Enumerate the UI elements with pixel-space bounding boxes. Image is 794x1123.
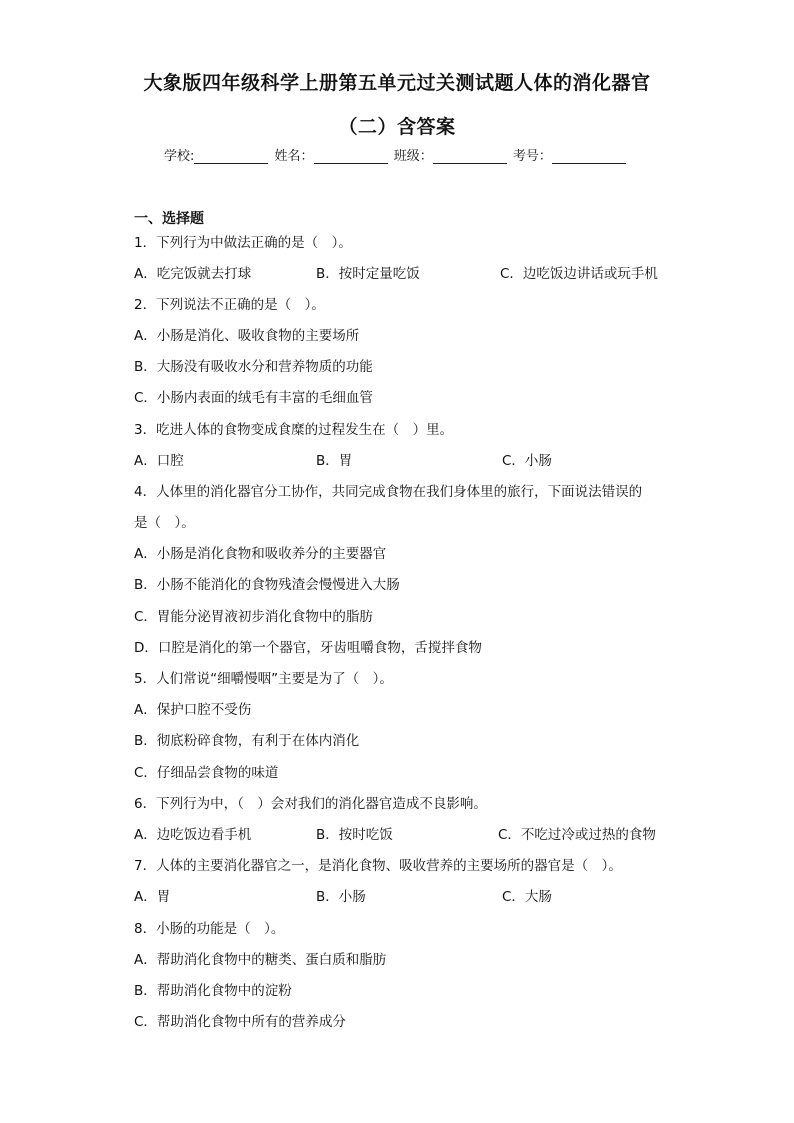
option-b: B．帮助消化食物中的淀粉 (134, 983, 292, 999)
option-c: C．仔细品尝食物的味道 (134, 765, 279, 781)
option-a: A．胃 (134, 889, 171, 905)
question-stem: 1．下列行为中做法正确的是（ ）。 (134, 235, 352, 251)
option-c: C．边吃饭边讲话或玩手机 (500, 266, 658, 282)
option-row (134, 265, 674, 283)
option-b: B．大肠没有吸收水分和营养物质的功能 (134, 359, 373, 375)
option-c: C．小肠 (502, 453, 552, 469)
class-blank (433, 149, 507, 164)
exam-number-label: 考号： (512, 149, 552, 164)
option-b: B．小肠 (316, 889, 366, 905)
page-title-line1: 大象版四年级科学上册第五单元过关测试题人体的消化器官 (143, 72, 651, 94)
name-blank (314, 149, 388, 164)
question-stem: 2．下列说法不正确的是（ ）。 (134, 297, 325, 313)
option-c: C．帮助消化食物中所有的营养成分 (134, 1014, 346, 1030)
option-d: D．口腔是消化的第一个器官，牙齿咀嚼食物，舌搅拌食物 (134, 640, 482, 656)
option-row (134, 888, 674, 906)
option-a: A．小肠是消化、吸收食物的主要场所 (134, 328, 360, 344)
question-stem: 3．吃进人体的食物变成食糜的过程发生在（ ）里。 (134, 422, 454, 438)
question-stem: 5．人们常说“细嚼慢咽”主要是为了（ ）。 (134, 671, 393, 687)
option-row (134, 452, 674, 470)
question-stem: 7．人体的主要消化器官之一，是消化食物、吸收营养的主要场所的器官是（ ）。 (134, 858, 622, 874)
page-title-line2: （二）含答案 (338, 116, 456, 138)
exam-number-blank (552, 149, 626, 164)
option-b: B．小肠不能消化的食物残渣会慢慢进入大肠 (134, 577, 400, 593)
school-blank (194, 149, 268, 164)
option-a: A．小肠是消化食物和吸收养分的主要器官 (134, 546, 387, 562)
question-stem: 4．人体里的消化器官分工协作，共同完成食物在我们身体里的旅行，下面说法错误的 (134, 484, 643, 500)
section-heading: 一、选择题 (134, 211, 204, 227)
option-a: A．吃完饭就去打球 (134, 266, 252, 282)
option-b: B．胃 (316, 453, 353, 469)
option-b: B．按时吃饭 (316, 827, 393, 843)
option-a: A．帮助消化食物中的糖类、蛋白质和脂肪 (134, 952, 387, 968)
option-a: A．口腔 (134, 453, 184, 469)
question-stem: 6．下列行为中，（ ）会对我们的消化器官造成不良影响。 (134, 796, 487, 812)
name-label: 姓名： (274, 149, 314, 164)
class-label: 班级： (393, 149, 433, 164)
question-stem: 8．小肠的功能是（ ）。 (134, 921, 285, 937)
option-a: A．边吃饭边看手机 (134, 827, 252, 843)
question-stem-continued: 是（ ）。 (134, 515, 195, 531)
option-c: C．胃能分泌胃液初步消化食物中的脂肪 (134, 609, 373, 625)
school-label: 学校: (164, 149, 195, 164)
option-c: C．小肠内表面的绒毛有丰富的毛细血管 (134, 390, 373, 406)
option-c: C．大肠 (502, 889, 552, 905)
student-info-row (164, 145, 628, 164)
option-a: A．保护口腔不受伤 (134, 702, 252, 718)
option-b: B．按时定量吃饭 (316, 266, 420, 282)
option-b: B．彻底粉碎食物，有利于在体内消化 (134, 733, 360, 749)
option-row (134, 826, 674, 844)
option-c: C．不吃过冷或过热的食物 (498, 827, 656, 843)
